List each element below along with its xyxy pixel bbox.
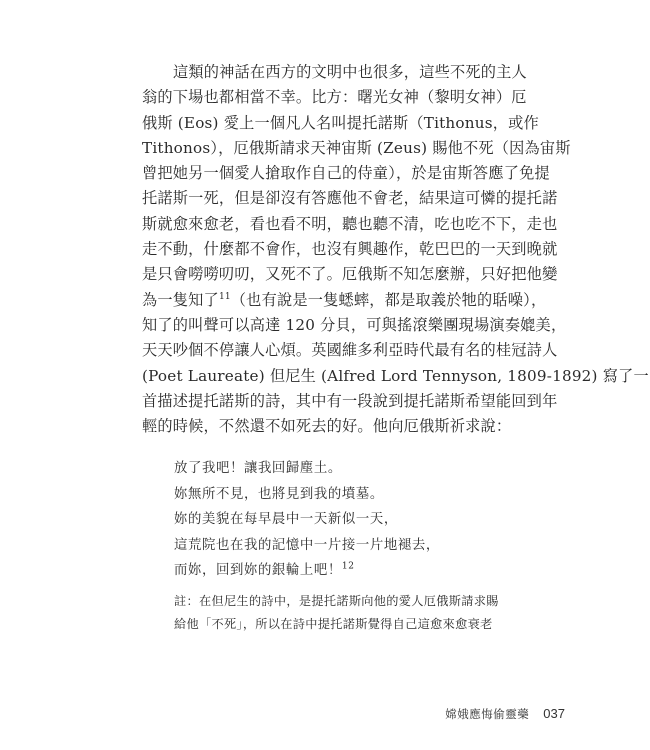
paragraph-line: 曾把她另一個愛人搶取作自己的侍童），於是宙斯答應了免提: [142, 164, 550, 183]
poem-quote: [174, 456, 534, 584]
running-book-title: 嫦娥應悔偷靈藥: [445, 707, 530, 721]
poem-line-with-footnote: [174, 558, 534, 584]
paragraph-line-end: （也有說是一隻蟋蟀，都是取義於牠的聒噪），: [230, 290, 547, 309]
poem-line: 妳的美貌在每早晨中一天新似一天，: [174, 512, 398, 527]
note-line: 給他「不死」，所以在詩中提托諾斯覺得自己這愈來愈衰老: [174, 616, 493, 631]
footnote-reference: 11: [218, 291, 231, 302]
paragraph-line: 翁的下場也都相當不幸。比方：曙光女神（黎明女神）厄: [142, 88, 527, 107]
paragraph-line: 托諾斯一死，但是卻沒有答應他不會老，結果這可憐的提托諾: [142, 189, 558, 208]
paragraph-line: (Poet Laureate) 但尼生 (Alfred Lord Tennyson, 1809-1892) 寫了一: [142, 366, 649, 385]
paragraph-line: 斯就愈來愈老，看也看不明，聽也聽不清，吃也吃不下，走也: [142, 214, 558, 233]
paragraph-line: 知了的叫聲可以高達 120 分貝，可與搖滾樂團現場演奏媲美，: [142, 315, 567, 334]
annotation-note: [174, 590, 534, 635]
paragraph-line: 天天吵個不停讓人心煩。英國維多利亞時代最有名的桂冠詩人: [142, 341, 558, 360]
paragraph-line: Tithonos），厄俄斯請求天神宙斯 (Zeus) 賜他不死（因為宙斯: [142, 138, 571, 157]
poem-line: 這荒院也在我的記憶中一片接一片地褪去，: [174, 537, 440, 553]
paragraph-line-with-footnote: [142, 288, 547, 313]
paragraph-line: 是只會嘮嘮叨叨，又死不了。厄俄斯不知怎麼辦，只好把他變: [142, 265, 558, 284]
poem-line: 妳無所不見，也將見到我的墳墓。: [174, 486, 384, 502]
poem-line: 放了我吧！讓我回歸塵土。: [174, 461, 342, 476]
main-paragraph: [142, 60, 649, 439]
paragraph-line: 走不動，什麼都不會作，也沒有興趣作，乾巴巴的一天到晚就: [142, 240, 558, 259]
page-footer: [445, 706, 565, 722]
paragraph-line: 首描述提托諾斯的詩，其中有一段說到提托諾斯希望能回到年: [142, 391, 558, 410]
paragraph-line: 輕的時候，不然還不如死去的好。他向厄俄斯祈求說：: [142, 417, 512, 436]
paragraph-line-start: 為一隻知了: [142, 290, 219, 309]
paragraph-line: 俄斯 (Eos) 愛上一個凡人名叫提托諾斯（Tithonus，或作: [142, 113, 539, 132]
footnote-reference: 12: [341, 561, 355, 572]
note-line: 註：在但尼生的詩中，是提托諾斯向他的愛人厄俄斯請求賜: [174, 594, 499, 608]
page-number: 037: [543, 706, 565, 721]
poem-line-text: 而妳，回到妳的銀輪上吧！: [174, 563, 342, 578]
paragraph-line: 這類的神話在西方的文明中也很多，這些不死的主人: [173, 63, 527, 81]
